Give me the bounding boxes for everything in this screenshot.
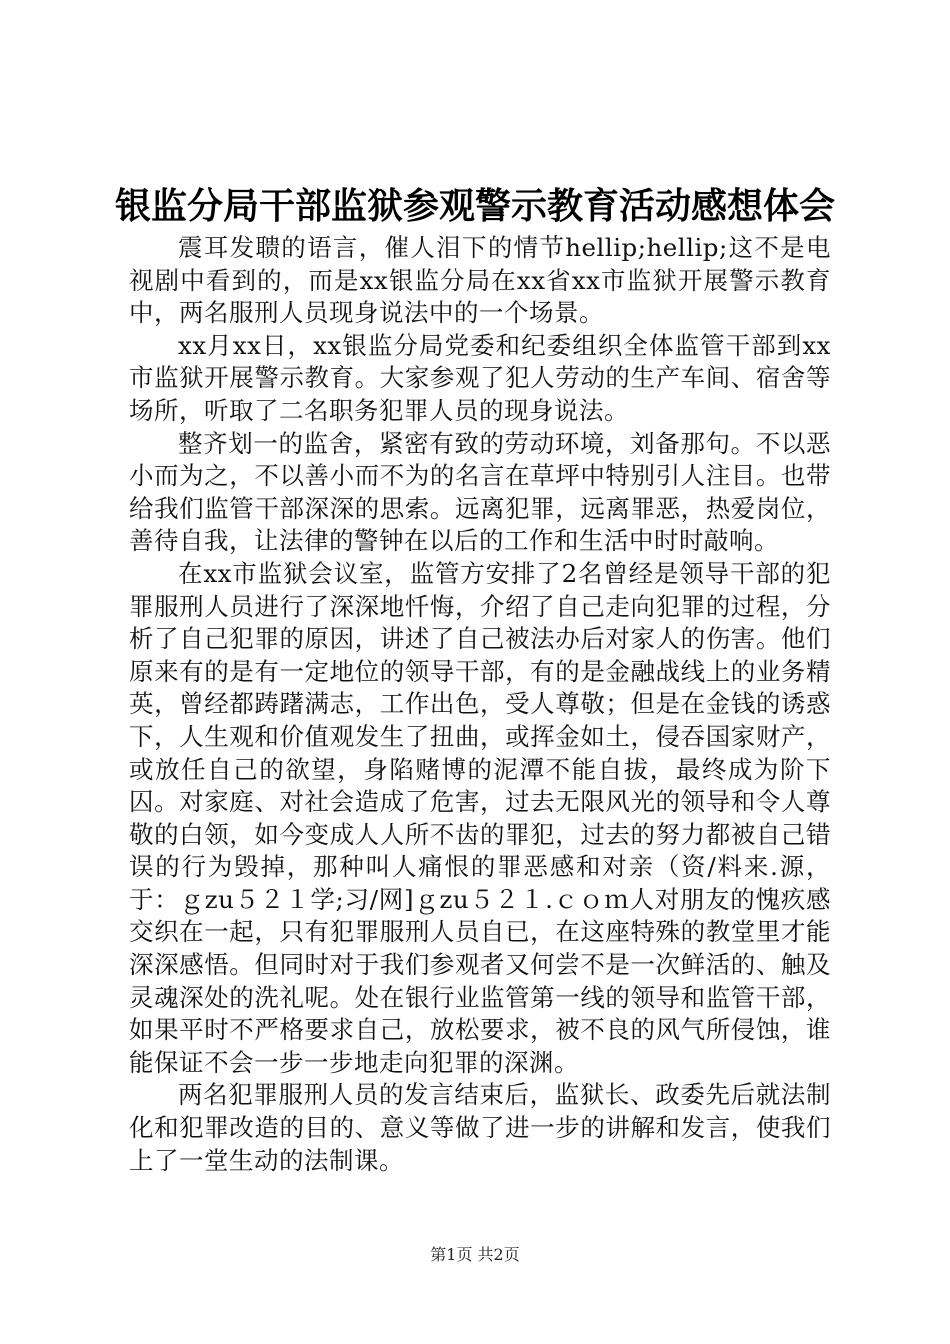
paragraph: 在xx市监狱会议室，监管方安排了2名曾经是领导干部的犯罪服刑人员进行了深深地忏悔，介绍了自己走向犯罪的过程，分析了自己犯罪的原因，讲述了自己被法办后对家人的伤害。他们原来有的是有一定地位的领导干部，有的是金融战线上的业务精英，曾经都踌躇满志，工作出色，受人尊敬；但是在金钱的诱惑下，人生观和价值观发生了扭曲，或挥金如土，侵吞国家财产，或放任自己的欲望，身陷赌博的泥潭不能自拔，最终成为阶下囚。对家庭、对社会造成了危害，过去无限风光的领导和令人尊敬的白领，如今变成人人所不齿的罪犯，过去的努力都被自己错误的行为毁掉，那种叫人痛恨的罪恶感和对亲（资/料来.源，于：ｇzu５２１学;习/网]ｇzu５２１.ｃｏｍ人对朋友的愧疚感交织在一起，只有犯罪服刑人员自已，在这座特殊的教堂里才能深深感悟。但同时对于我们参观者又何尝不是一次鲜活的、触及灵魂深处的洗礼呢。处在银行业监管第一线的领导和监管干部，如果平时不严格要求自己，放松要求，被不良的风气所侵蚀，谁能保证不会一步一步地走向犯罪的深渊。 (129, 558, 831, 1077)
page-number-footer: 第1页 共2页 (430, 1245, 520, 1264)
paragraph: 两名犯罪服刑人员的发言结束后，监狱长、政委先后就法制化和犯罪改造的目的、意义等做了进一步的讲解和发言，使我们上了一堂生动的法制课。 (129, 1080, 831, 1175)
document-title: 银监分局干部监狱参观警示教育活动感想体会 (114, 186, 835, 227)
document-body (129, 232, 831, 1177)
paragraph: 震耳发聩的语言，催人泪下的情节hellip;hellip;这不是电视剧中看到的，而是xx银监分局在xx省xx市监狱开展警示教育中，两名服刑人员现身说法中的一个场景。 (129, 233, 831, 328)
paragraph: 整齐划一的监舍，紧密有致的劳动环境，刘备那句。不以恶小而为之，不以善小而不为的名言在草坪中特别引人注目。也带给我们监管干部深深的思索。远离犯罪，远离罪恶，热爱岗位，善待自我，让法律的警钟在以后的工作和生活中时时敲响。 (129, 428, 831, 556)
paragraph: xx月xx日，xx银监分局党委和纪委组织全体监管干部到xx市监狱开展警示教育。大家参观了犯人劳动的生产车间、宿舍等场所，听取了二名职务犯罪人员的现身说法。 (129, 330, 831, 425)
